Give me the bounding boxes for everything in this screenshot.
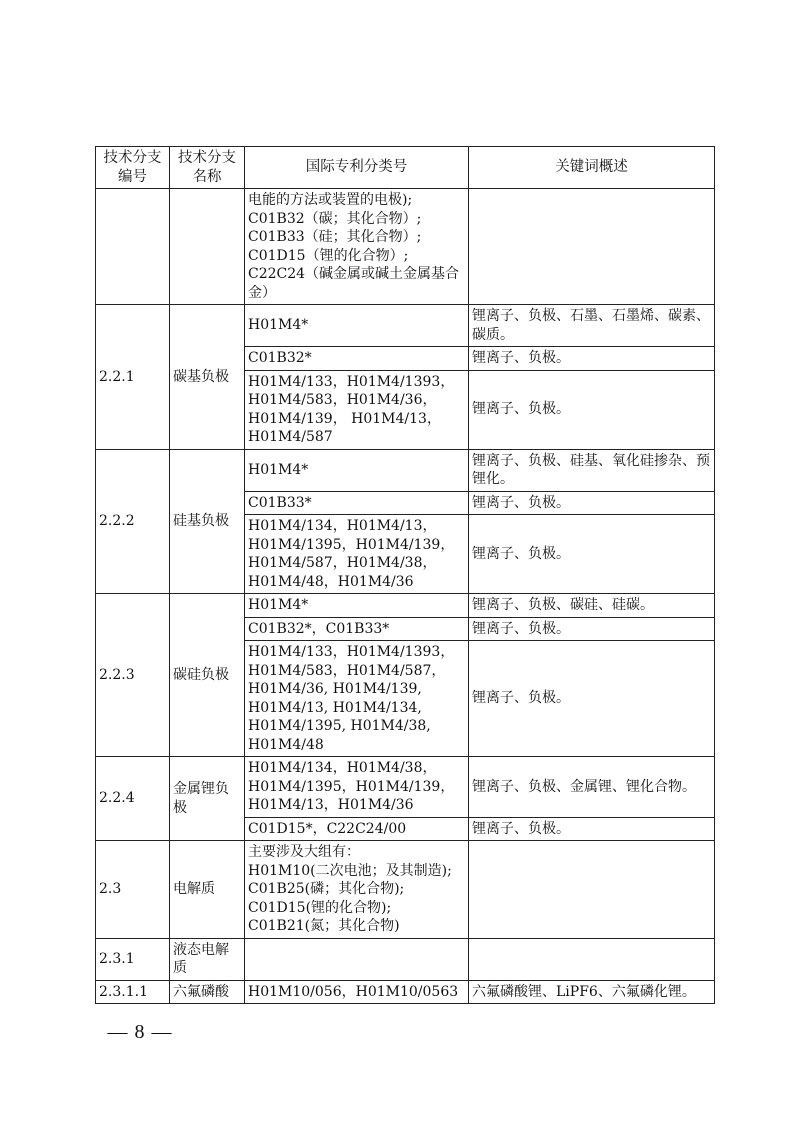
keywords-cell: 锂离子、负极。: [469, 641, 715, 757]
table-row: [96, 594, 715, 618]
table-row: [96, 757, 715, 818]
keywords-cell: 锂离子、负极。: [469, 515, 715, 594]
header-keywords: 关键词概述: [469, 147, 715, 189]
branch-code-cell: 2.2.2: [96, 449, 170, 594]
ipc-cell: H01M4*: [245, 305, 469, 347]
keywords-cell: 锂离子、负极、硅基、氧化硅掺杂、预锂化。: [469, 449, 715, 491]
branch-name-cell: 硅基负极: [170, 449, 245, 594]
branch-name-cell: [170, 189, 245, 305]
header-ipc: 国际专利分类号: [245, 147, 469, 189]
table-header-row: [96, 147, 715, 189]
branch-name-cell: 碳硅负极: [170, 594, 245, 757]
keywords-cell: [469, 189, 715, 305]
branch-name-cell: 液态电解质: [170, 938, 245, 980]
header-branch-name: 技术分支名称: [170, 147, 245, 189]
branch-code-cell: 2.2.3: [96, 594, 170, 757]
ipc-cell: H01M4/134，H01M4/38， H01M4/1395，H01M4/139， H01M4/13，H01M4/36: [245, 757, 469, 818]
ipc-cell: H01M10/056，H01M10/0563: [245, 980, 469, 1004]
table-row: [96, 841, 715, 939]
keywords-cell: 锂离子、负极。: [469, 347, 715, 371]
ipc-cell: H01M4/133，H01M4/1393， H01M4/583，H01M4/587， H01M4/36, H01M4/139, H01M4/13, H01M4/134, H01M4/1395, H01M4/38, H01M4/48: [245, 641, 469, 757]
branch-code-cell: 2.3: [96, 841, 170, 939]
ipc-cell: 电能的方法或装置的电极); C01B32（碳；其化合物）; C01B33（硅；其化合物）; C01D15（锂的化合物）; C22C24（碱金属或碱土金属基合金）: [245, 189, 469, 305]
ipc-cell: C01B33*: [245, 491, 469, 515]
ipc-cell: H01M4/134，H01M4/13， H01M4/1395，H01M4/139， H01M4/587，H01M4/38， H01M4/48，H01M4/36: [245, 515, 469, 594]
branch-name-cell: 电解质: [170, 841, 245, 939]
keywords-cell: 锂离子、负极。: [469, 370, 715, 449]
ipc-cell: [245, 938, 469, 980]
keywords-cell: 锂离子、负极、金属锂、锂化合物。: [469, 757, 715, 818]
branch-name-cell: 金属锂负极: [170, 757, 245, 841]
branch-code-cell: 2.2.4: [96, 757, 170, 841]
ipc-cell: H01M4*: [245, 594, 469, 618]
keywords-cell: 锂离子、负极。: [469, 491, 715, 515]
branch-code-cell: 2.3.1.1: [96, 980, 170, 1004]
branch-name-cell: 碳基负极: [170, 305, 245, 450]
branch-code-cell: 2.2.1: [96, 305, 170, 450]
keywords-cell: 锂离子、负极。: [469, 817, 715, 841]
keywords-cell: [469, 938, 715, 980]
page-number: — 8 —: [107, 1021, 173, 1043]
table-row: [96, 189, 715, 305]
header-branch-code: 技术分支编号: [96, 147, 170, 189]
ipc-cell: H01M4*: [245, 449, 469, 491]
patent-classification-table: [95, 146, 715, 1004]
ipc-cell: C01B32*，C01B33*: [245, 617, 469, 641]
branch-name-cell: 六氟磷酸: [170, 980, 245, 1004]
keywords-cell: 六氟磷酸锂、LiPF6、六氟磷化锂。: [469, 980, 715, 1004]
table-row: [96, 938, 715, 980]
branch-code-cell: 2.3.1: [96, 938, 170, 980]
table-row: [96, 980, 715, 1004]
branch-code-cell: [96, 189, 170, 305]
ipc-cell: 主要涉及大组有： H01M10(二次电池；及其制造); C01B25(磷；其化合物); C01D15(锂的化合物); C01B21(氮；其化合物): [245, 841, 469, 939]
table-row: [96, 305, 715, 347]
keywords-cell: 锂离子、负极、碳硅、硅碳。: [469, 594, 715, 618]
keywords-cell: 锂离子、负极。: [469, 617, 715, 641]
table-row: [96, 449, 715, 491]
ipc-cell: H01M4/133，H01M4/1393， H01M4/583，H01M4/36， H01M4/139， H01M4/13， H01M4/587: [245, 370, 469, 449]
ipc-cell: C01D15*，C22C24/00: [245, 817, 469, 841]
keywords-cell: 锂离子、负极、石墨、石墨烯、碳素、碳质。: [469, 305, 715, 347]
keywords-cell: [469, 841, 715, 939]
ipc-cell: C01B32*: [245, 347, 469, 371]
